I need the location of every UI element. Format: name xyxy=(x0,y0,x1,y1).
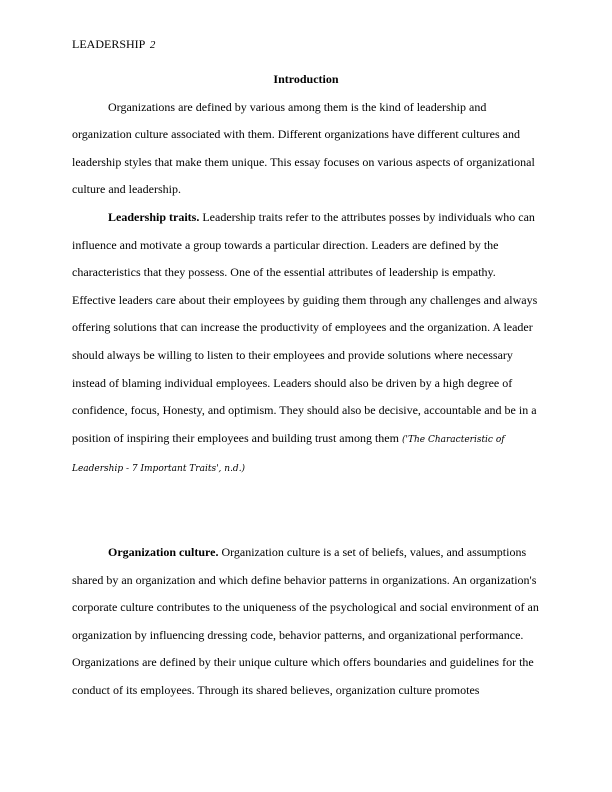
paragraph-gap xyxy=(72,484,540,539)
organization-culture-heading: Organization culture. xyxy=(108,544,219,559)
leadership-citation: ('The Characteristic of Leadership - 7 Important Traits', n.d.) xyxy=(72,434,505,475)
organization-culture-paragraph xyxy=(72,539,540,705)
introduction-heading: Introduction xyxy=(273,72,339,86)
running-head-title: LEADERSHIP xyxy=(72,37,145,51)
page-number: 2 xyxy=(149,39,156,51)
leadership-traits-paragraph xyxy=(72,204,540,484)
leadership-traits-heading: Leadership traits. xyxy=(108,209,200,224)
running-header xyxy=(72,36,155,53)
organization-culture-text: Organization culture is a set of beliefs, values, and assumptions shared by an organization and which define behavior patterns in organizations. An organization's corporate culture contributes to the uniqueness of the psychological and social environment of an organization by influencing dressing code, behavior patterns, and organizational performance. Organizations are defined by their unique culture which offers boundaries and guidelines for the conduct of its employees. Through its shared believes, organization culture promotes xyxy=(72,544,539,697)
document-body xyxy=(72,66,540,704)
introduction-paragraph: Organizations are defined by various among them is the kind of leadership and organization culture associated with them. Different organizations have different cultures and leadership styles that make them unique. This essay focuses on various aspects of organizational culture and leadership. xyxy=(72,99,535,197)
leadership-traits-text: Leadership traits refer to the attributes posses by individuals who can influence and motivate a group towards a particular direction. Leaders are defined by the characteristics that they possess. One of the essential attributes of leadership is empathy. Effective leaders care about their employees by guiding them through any challenges and always offering solutions that can increase the productivity of employees and the organization. A leader should always be willing to listen to their employees and provide solutions where necessary instead of blaming individual employees. Leaders should also be driven by a high degree of confidence, focus, Honesty, and optimism. They should also be decisive, accountable and be in a position of inspiring their employees and building trust among them xyxy=(72,209,538,445)
